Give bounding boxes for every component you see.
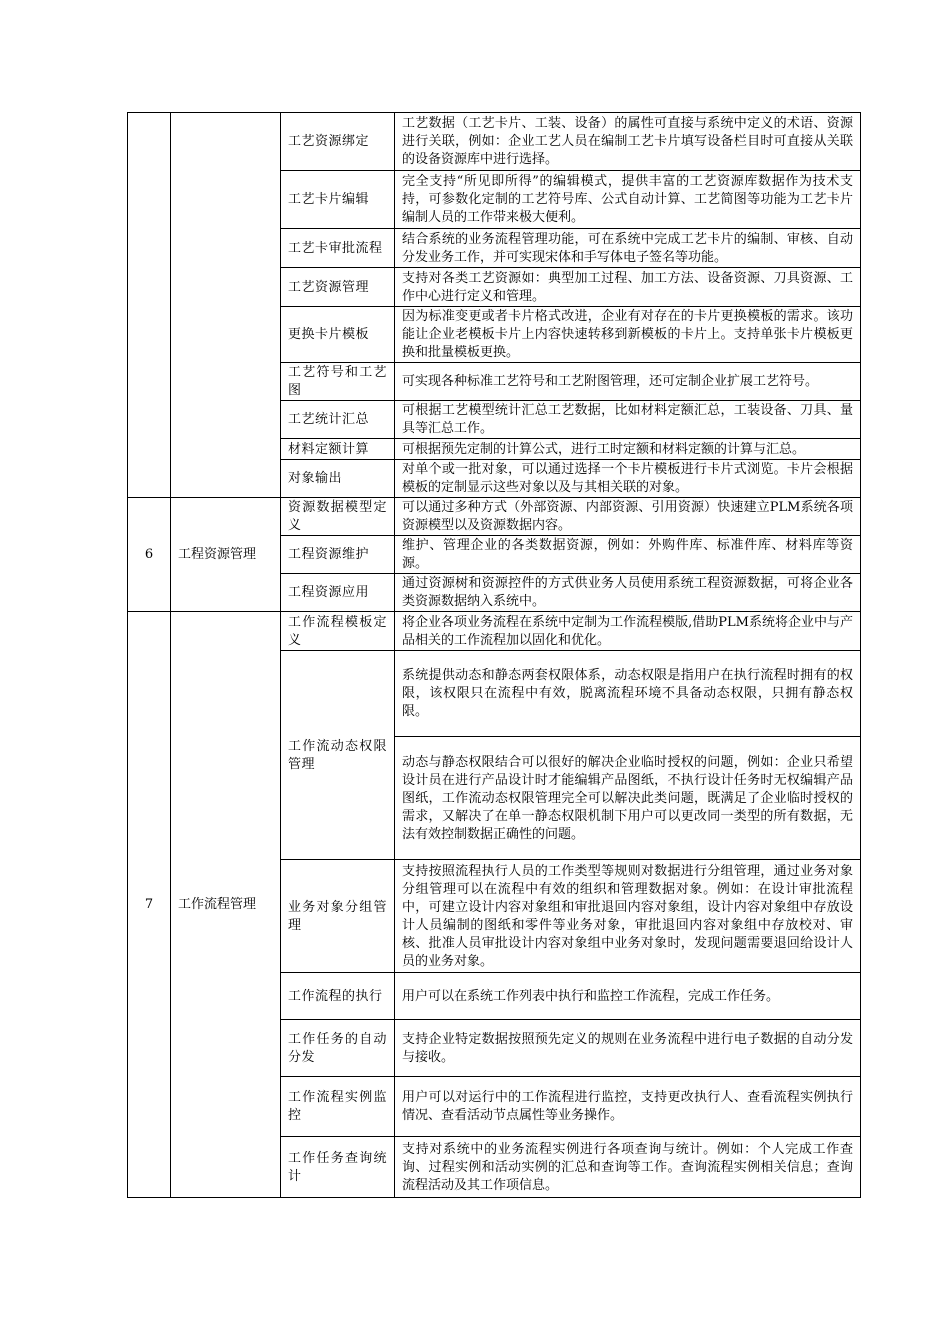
row-number-cell [128,113,171,498]
feature-cell: 工艺资源管理 [281,268,395,307]
description-cell: 因为标准变更或者卡片格式改进，企业有对存在的卡片更换模板的需求。该功能让企业老模板卡片上内容快速转移到新模板的卡片上。支持单张卡片模板更换和批量模板更换。 [395,307,861,363]
feature-cell: 工艺卡审批流程 [281,229,395,268]
description-cell: 结合系统的业务流程管理功能，可在系统中完成工艺卡片的编制、审核、自动分发业务工作，并可实现宋体和手写体电子签名等功能。 [395,229,861,268]
description-cell: 完全支持“所见即所得”的编辑模式，提供丰富的工艺资源库数据作为技术支持，可参数化定制的工艺符号库、公式自动计算、工艺简图等功能为工艺卡片编制人员的工作带来极大便利。 [395,171,861,229]
feature-cell: 工作流程的执行 [281,973,395,1020]
feature-cell: 工艺卡片编辑 [281,171,395,229]
feature-cell: 工作流程模板定义 [281,612,395,651]
table-row [128,612,861,651]
description-cell: 支持对系统中的业务流程实例进行各项查询与统计。例如：个人完成工作查询、过程实例和活动实例的汇总和查询等工作。查询流程实例相关信息；查询流程活动及其工作项信息。 [395,1137,861,1198]
feature-table [127,112,861,1198]
description-cell: 支持对各类工艺资源如：典型加工过程、加工方法、设备资源、刀具资源、工作中心进行定义和管理。 [395,268,861,307]
description-cell: 支持按照流程执行人员的工作类型等规则对数据进行分组管理，通过业务对象分组管理可以在流程中有效的组织和管理数据对象。例如：在设计审批流程中，可建立设计内容对象组和审批退回内容对象组，设计内容对象组中存放设计人员编制的图纸和零件等业务对象，审批退回内容对象组中存放校对、审核、批准人员审批设计内容对象组中业务对象时，发现问题需要退回给设计人员的业务对象。 [395,860,861,973]
description-cell: 支持企业特定数据按照预先定义的规则在业务流程中进行电子数据的自动分发与接收。 [395,1020,861,1077]
description-cell: 对单个或一批对象，可以通过选择一个卡片模板进行卡片式浏览。卡片会根据模板的定制显示这些对象以及与其相关联的对象。 [395,460,861,498]
description-cell: 用户可以对运行中的工作流程进行监控，支持更改执行人、查看流程实例执行情况、查看活动节点属性等业务操作。 [395,1077,861,1137]
description-cell: 可以通过多种方式（外部资源、内部资源、引用资源）快速建立PLM系统各项资源模型以及资源数据内容。 [395,498,861,536]
category-cell [171,113,281,498]
description-cell: 可根据工艺模型统计汇总工艺数据，比如材料定额汇总，工装设备、刀具、量具等汇总工作。 [395,401,861,439]
feature-cell: 工作任务的自动分发 [281,1020,395,1077]
feature-cell: 业务对象分组管理 [281,860,395,973]
feature-cell: 工作任务查询统计 [281,1137,395,1198]
description-cell: 通过资源树和资源控件的方式供业务人员使用系统工程资源数据，可将企业各类资源数据纳入系统中。 [395,574,861,612]
feature-cell: 工作流动态权限管理 [281,651,395,860]
feature-cell: 对象输出 [281,460,395,498]
category-cell: 工程资源管理 [171,498,281,612]
feature-cell: 工艺资源绑定 [281,113,395,171]
table-row [128,498,861,536]
description-cell: 维护、管理企业的各类数据资源，例如：外购件库、标准件库、材料库等资源。 [395,536,861,574]
description-cell: 将企业各项业务流程在系统中定制为工作流程模版,借助PLM系统将企业中与产品相关的工作流程加以固化和优化。 [395,612,861,651]
feature-cell: 材料定额计算 [281,439,395,460]
row-number-cell: 7 [128,612,171,1198]
table-row [128,113,861,171]
description-cell: 用户可以在系统工作列表中执行和监控工作流程，完成工作任务。 [395,973,861,1020]
feature-cell: 工程资源维护 [281,536,395,574]
feature-cell: 工作流程实例监控 [281,1077,395,1137]
feature-cell: 资源数据模型定义 [281,498,395,536]
description-cell: 可根据预先定制的计算公式，进行工时定额和材料定额的计算与汇总。 [395,439,861,460]
description-cell: 系统提供动态和静态两套权限体系，动态权限是指用户在执行流程时拥有的权限，该权限只在流程中有效，脱离流程环境不具备动态权限，只拥有静态权限。 [395,651,861,737]
row-number-cell: 6 [128,498,171,612]
category-cell: 工作流程管理 [171,612,281,1198]
feature-cell: 工艺统计汇总 [281,401,395,439]
description-cell: 工艺数据（工艺卡片、工装、设备）的属性可直接与系统中定义的术语、资源进行关联，例如：企业工艺人员在编制工艺卡片填写设备栏目时可直接从关联的设备资源库中进行选择。 [395,113,861,171]
feature-cell: 工程资源应用 [281,574,395,612]
description-cell: 可实现各种标准工艺符号和工艺附图管理，还可定制企业扩展工艺符号。 [395,363,861,401]
feature-cell: 更换卡片模板 [281,307,395,363]
feature-cell: 工艺符号和工艺图 [281,363,395,401]
description-cell: 动态与静态权限结合可以很好的解决企业临时授权的问题，例如：企业只希望设计员在进行产品设计时才能编辑产品图纸，不执行设计任务时无权编辑产品图纸，工作流动态权限管理完全可以解决此类问题，既满足了企业临时授权的需求，又解决了在单一静态权限机制下用户可以更改同一类型的所有数据，无法有效控制数据正确性的问题。 [395,737,861,860]
